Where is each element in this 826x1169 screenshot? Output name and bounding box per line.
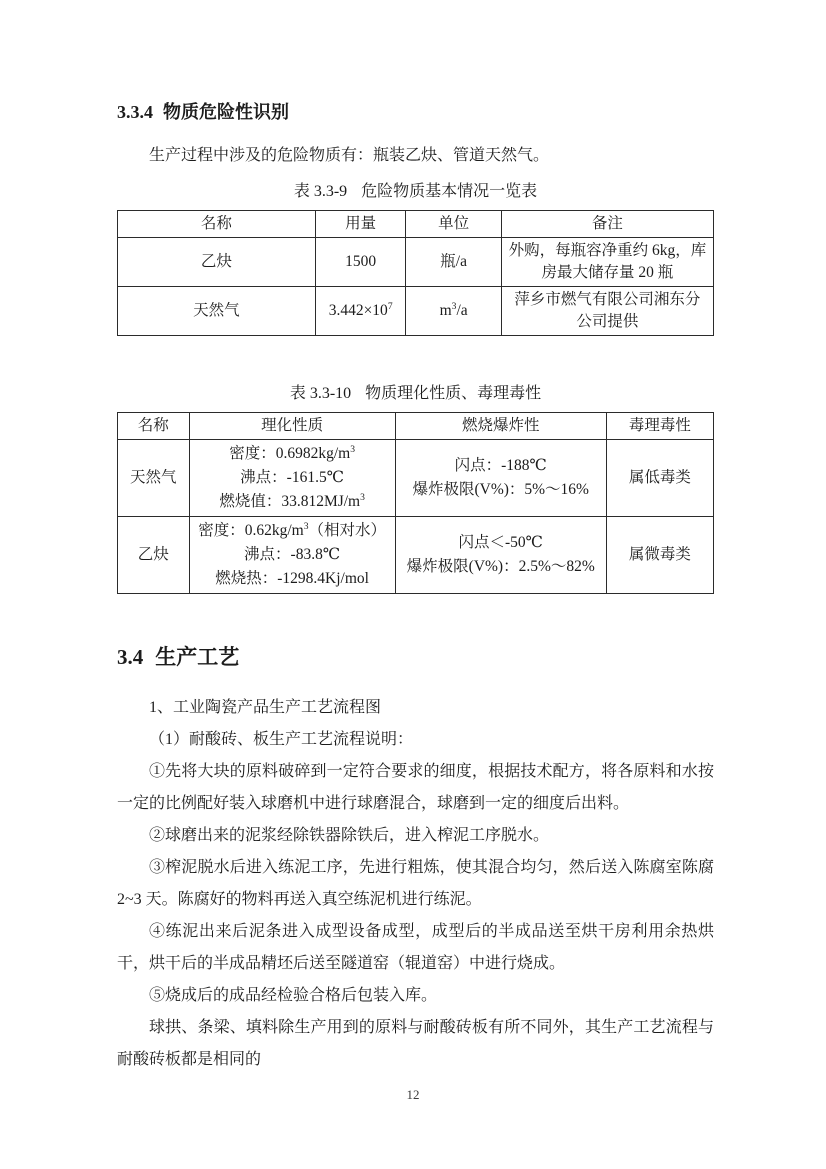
cell-amount: $3.442\times 10^7$ — [315, 287, 406, 336]
cell-line: 沸点：-161.5℃ — [240, 469, 345, 486]
cell-line: 爆炸极限(V%)：5%～16% — [412, 481, 589, 498]
table1-caption-label: 表 3.3-9 — [293, 183, 348, 200]
table2-caption-label: 表 3.3-10 — [289, 385, 352, 402]
spacer — [117, 336, 714, 376]
table1-header-name: 名称 — [118, 211, 316, 238]
cell-unit: $m^3/a$ — [406, 287, 501, 336]
table-row — [118, 287, 714, 336]
table-hazardous-materials — [117, 210, 714, 336]
cell-remark: 萍乡市燃气有限公司湘东分公司提供 — [501, 287, 713, 336]
table-row — [118, 238, 714, 287]
table1-caption — [117, 180, 714, 204]
cell-line: 燃烧值：$33.812MJ/m^3$ — [219, 491, 365, 510]
intro-paragraph: 生产过程中涉及的危险物质有：瓶装乙炔、管道天然气。 — [149, 147, 550, 164]
cell-name: 乙炔 — [118, 517, 190, 594]
cell-unit: 瓶/a — [406, 238, 501, 287]
process-paragraphs — [117, 692, 714, 1076]
paragraph: ③榨泥脱水后进入练泥工序，先进行粗炼，使其混合均匀，然后送入陈腐室陈腐 2~3 天。陈腐好的物料再送入真空练泥机进行练泥。 — [117, 859, 714, 908]
cell-toxicity: 属低毒类 — [606, 440, 713, 517]
cell-line: 沸点：-83.8℃ — [244, 546, 341, 563]
table2-header-physchem: 理化性质 — [189, 413, 395, 440]
cell-name: 乙炔 — [118, 238, 316, 287]
table2-header-name: 名称 — [118, 413, 190, 440]
section-heading-3-3-4 — [117, 100, 714, 124]
section-number: 3.4 — [117, 645, 144, 669]
table-physchem-toxicity — [117, 412, 714, 594]
table2-header-toxicity: 毒理毒性 — [606, 413, 713, 440]
cell-toxicity: 属微毒类 — [606, 517, 713, 594]
paragraph: ④练泥出来后泥条进入成型设备成型，成型后的半成品送至烘干房利用余热烘干，烘干后的半成品精坯后送至隧道窑（辊道窑）中进行烧成。 — [117, 923, 714, 972]
cell-line: 爆炸极限(V%)：2.5%～82% — [406, 558, 595, 575]
paragraph: （1）耐酸砖、板生产工艺流程说明： — [149, 731, 414, 748]
paragraph: 1、工业陶瓷产品生产工艺流程图 — [149, 699, 382, 716]
table1-header-unit: 单位 — [406, 211, 501, 238]
table1-header-row — [118, 211, 714, 238]
section-title: 生产工艺 — [155, 645, 240, 669]
cell-name: 天然气 — [118, 287, 316, 336]
paragraph: 球拱、条梁、填料除生产用到的原料与耐酸砖板有所不同外，其生产工艺流程与耐酸砖板都是相同的 — [117, 1019, 714, 1068]
page-number: 12 — [406, 1087, 420, 1102]
cell-explosive — [395, 440, 606, 517]
table1-header-amount: 用量 — [315, 211, 406, 238]
paragraph: ①先将大块的原料破碎到一定符合要求的细度，根据技术配方，将各原料和水按一定的比例配好装入球磨机中进行球磨混合，球磨到一定的细度后出料。 — [117, 763, 714, 812]
section-heading-3-4 — [117, 644, 714, 670]
table2-caption-title: 物质理化性质、毒理毒性 — [365, 385, 542, 402]
cell-line: 闪点＜-50℃ — [458, 534, 543, 551]
cell-line: 闪点：-188℃ — [454, 457, 547, 474]
cell-explosive — [395, 517, 606, 594]
table-row — [118, 440, 714, 517]
cell-remark: 外购，每瓶容净重约 6kg，库房最大储存量 20 瓶 — [501, 238, 713, 287]
table2-header-row — [118, 413, 714, 440]
cell-line: 燃烧热：-1298.4Kj/mol — [215, 570, 369, 587]
table-row — [118, 517, 714, 594]
table2-header-explosive: 燃烧爆炸性 — [395, 413, 606, 440]
table1-header-remark: 备注 — [501, 211, 713, 238]
cell-physchem — [189, 440, 395, 517]
cell-name: 天然气 — [118, 440, 190, 517]
paragraph: ②球磨出来的泥浆经除铁器除铁后，进入榨泥工序脱水。 — [149, 827, 550, 844]
table2-caption — [117, 382, 714, 406]
section-number: 3.3.4 — [117, 102, 153, 122]
cell-line: 密度：$0.62kg/m^3$（相对水） — [198, 520, 387, 539]
cell-line: 密度：$0.6982kg/m^3$ — [229, 443, 356, 462]
paragraph: ⑤烧成后的成品经检验合格后包装入库。 — [149, 987, 438, 1004]
table1-caption-title: 危险物质基本情况一览表 — [361, 183, 538, 200]
section-title: 物质危险性识别 — [163, 102, 289, 122]
cell-physchem — [189, 517, 395, 594]
cell-amount: 1500 — [315, 238, 406, 287]
